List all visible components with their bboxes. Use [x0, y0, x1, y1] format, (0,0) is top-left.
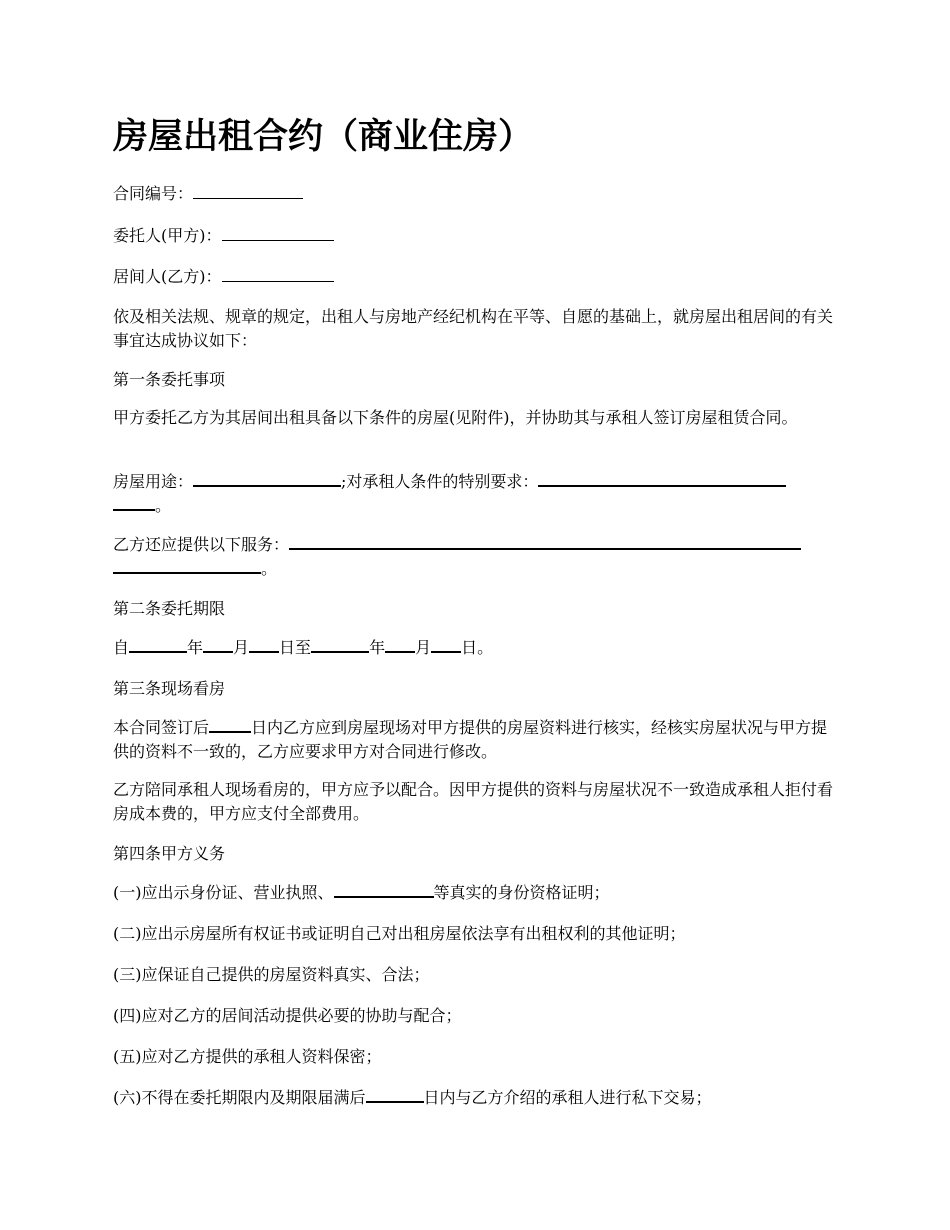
art4-item-6-start: (六)不得在委托期限内及期限届满后: [113, 1088, 366, 1107]
article-3-paragraph-2: 乙方陪同承租人现场看房的，甲方应予以配合。因甲方提供的资料与房屋状况不一致造成承租人拒付看房成本费的，甲方应支付全部费用。: [113, 780, 834, 823]
year-label: 年: [187, 638, 204, 657]
party-a-line: [113, 224, 841, 248]
article-4-item-5: (五)应对乙方提供的承租人资料保密；: [113, 1047, 382, 1066]
art4-item-1-start: (一)应出示身份证、营业执照、: [113, 883, 334, 902]
services-blank-cont[interactable]: [113, 558, 261, 574]
from-label: 自: [113, 638, 130, 657]
end-year-blank[interactable]: [311, 637, 369, 653]
services-paragraph: [113, 533, 841, 581]
services-blank[interactable]: [289, 534, 801, 550]
contract-number-line: [113, 182, 841, 206]
house-use-paragraph: [113, 470, 841, 518]
house-use-blank[interactable]: [193, 471, 341, 487]
tenant-requirements-blank-cont[interactable]: [113, 495, 155, 511]
month-label: 月: [233, 638, 250, 657]
private-deal-days-blank[interactable]: [366, 1087, 424, 1103]
intro-paragraph: 依及相关法规、规章的规定，出租人与房地产经纪机构在平等、自愿的基础上，就房屋出租居间的有关事宜达成协议如下：: [113, 307, 834, 350]
identity-doc-blank[interactable]: [334, 882, 434, 898]
party-a-label: 委托人(甲方)：: [113, 226, 222, 245]
party-b-line: [113, 265, 841, 289]
party-b-label: 居间人(乙方)：: [113, 267, 222, 286]
start-day-blank[interactable]: [249, 637, 279, 653]
article-4-item-3: (三)应保证自己提供的房屋资料真实、合法；: [113, 965, 430, 984]
contract-number-blank[interactable]: [193, 184, 303, 199]
start-month-blank[interactable]: [203, 637, 233, 653]
article-3-paragraph-1: [113, 716, 841, 764]
article-1-paragraph: 甲方委托乙方为其居间出租具备以下条件的房屋(见附件)，并协助其与承租人签订房屋租赁合同。: [113, 408, 798, 427]
article-1-heading: 第一条委托事项: [113, 370, 226, 389]
article-4-heading: 第四条甲方义务: [113, 844, 226, 863]
period-line: [113, 636, 841, 660]
end-month-blank[interactable]: [385, 637, 415, 653]
art4-item-1-end: 等真实的身份资格证明；: [433, 883, 610, 902]
art4-item-6-end: 日内与乙方介绍的承租人进行私下交易；: [423, 1088, 712, 1107]
day-end-label: 日。: [461, 638, 494, 657]
party-b-blank[interactable]: [222, 267, 334, 282]
period-mark: 。: [155, 496, 172, 515]
article-3-heading: 第三条现场看房: [113, 679, 226, 698]
end-month-label: 月: [415, 638, 432, 657]
article-4-item-6: [113, 1086, 841, 1110]
end-day-blank[interactable]: [431, 637, 461, 653]
inspection-days-blank[interactable]: [209, 717, 251, 733]
article-2-heading: 第二条委托期限: [113, 599, 226, 618]
article-4-item-2: (二)应出示房屋所有权证书或证明自己对出租房屋依法享有出租权利的其他证明；: [113, 924, 686, 943]
article-4-item-1: [113, 881, 841, 905]
house-use-label: 房屋用途：: [113, 472, 194, 491]
tenant-requirements-label: ;对承租人条件的特别要求：: [341, 472, 539, 491]
end-year-label: 年: [369, 638, 386, 657]
services-period-mark: 。: [261, 559, 278, 578]
services-label: 乙方还应提供以下服务：: [113, 535, 290, 554]
art3-p1-start: 本合同签订后: [113, 718, 210, 737]
document-title: 房屋出租合约（商业住房）: [113, 117, 534, 157]
tenant-requirements-blank[interactable]: [538, 471, 786, 487]
day-to-label: 日至: [279, 638, 312, 657]
contract-number-label: 合同编号：: [113, 184, 194, 203]
start-year-blank[interactable]: [129, 637, 187, 653]
art3-p1-rest: 日内乙方应到房屋现场对甲方提供的房屋资料进行核实，经核实房屋状况与甲方提供的资料不一致的，乙方应要求甲方对合同进行修改。: [113, 718, 828, 761]
article-4-item-4: (四)应对乙方的居间活动提供必要的协助与配合；: [113, 1006, 462, 1025]
party-a-blank[interactable]: [222, 226, 334, 241]
